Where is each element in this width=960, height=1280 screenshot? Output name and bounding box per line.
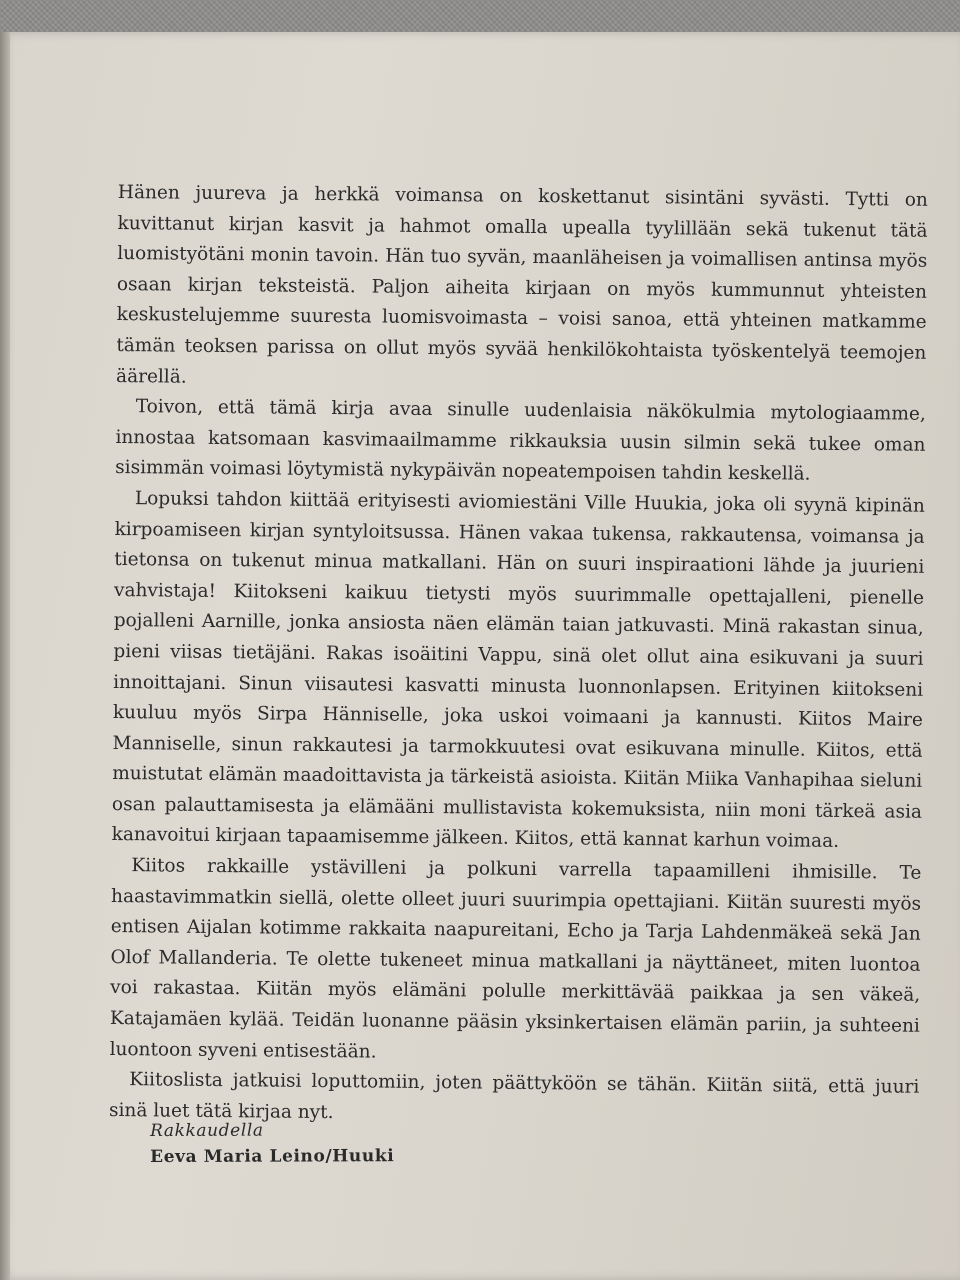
closing-line: Rakkaudella: [150, 1120, 264, 1141]
paragraph-3: Lopuksi tahdon kiittää erityisesti aviomiestäni Ville Huukia, joka oli syynä kipinän kirpoamiseen kirjan syntyloitsussa. Hänen vakaa tukensa, rakkautensa, voimansa ja tietonsa on tukenut minua matkallani. Hän on suuri inspiraationi lähde ja juurieni vahvistaja! Kiitokseni kaikuu tietysti myös suurimmalle opettajalleni, pienelle pojalleni Aarnille, jonka ansiosta näen elämän taian jatkuvasti. Minä rakastan sinua, pieni viisas tietäjäni. Rakas isoäitini Vappu, sinä olet ollut aina esikuvani ja suuri innoittajani. Sinun viisautesi kasvatti minusta luonnonlapsen. Erityinen kiitokseni kuuluu myös Sirpa Hänniselle, joka uskoi voimaani ja kannusti. Kiitos Maire Manniselle, sinun rakkautesi ja tarmokkuutesi ovat esikuvana minulle. Kiitos, että muistutat elämän maadoittavista ja tärkeistä asioista. Kiitän Miika Vanhapihaa sieluni osan palauttamisesta ja elämääni mullistavista kokemuksista, niin moni tärkeä asia kanavoitui kirjaan tapaamisemme jälkeen. Kiitos, että kannat karhun voimaa.: [111, 488, 925, 853]
body-text: [109, 178, 928, 1134]
paragraph-2: Toivon, että tämä kirja avaa sinulle uudenlaisia näkökulmia mytologiaamme, innostaa katsomaan kasvimaailmamme rikkauksia uusin silmin sekä tukee oman sisimmän voimasi löytymistä nykypäivän nopeatempoisen tahdin keskellä.: [115, 396, 926, 486]
paragraph-5: Kiitoslista jatkuisi loputtomiin, joten päättyköön se tähän. Kiitän siitä, että juuri sinä luet tätä kirjaa nyt.: [108, 1069, 920, 1123]
signature-block: [150, 1117, 394, 1170]
paragraph-1: Hänen juureva ja herkkä voimansa on koskettanut sisintäni syvästi. Tytti on kuvittanut kirjan kasvit ja hahmot omalla upealla tyylillään sekä tukenut tätä luomistyötäni monin tavoin. Hän tuo syvän, maanläheisen ja voimallisen antinsa myös osaan kirjan teksteistä. Paljon aiheita kirjaan on myös kummunnut yhteisten keskustelujemme suuresta luomisvoimasta – voisi sanoa, että yhteinen matkamme tämän teoksen parissa on ollut myös syvää henkilökohtaista työskentelyä teemojen äärellä.: [115, 181, 928, 388]
book-spine-edge: [0, 32, 10, 1280]
author-name: Eeva Maria Leino/Huuki: [150, 1146, 395, 1167]
paragraph-4: Kiitos rakkaille ystävilleni ja polkuni varrella tapaamilleni ihmisille. Te haastavimmatkin siellä, olette olleet juuri suurimpia opettajiani. Kiitän suuresti myös entisen Aijalan kotimme rakkaita naapureitani, Echo ja Tarja Lahdenmäkeä sekä Jan Olof Mallanderia. Te olette tukeneet minua matkallani ja näyttäneet, miten luontoa voi rakastaa. Kiitän myös elämäni polulle merkittävää paikkaa ja sen väkeä, Katajamäen kylää. Teidän luonanne pääsin yksinkertaisen elämän pariin, ja suhteeni luontoon syveni entisestään.: [109, 855, 922, 1063]
